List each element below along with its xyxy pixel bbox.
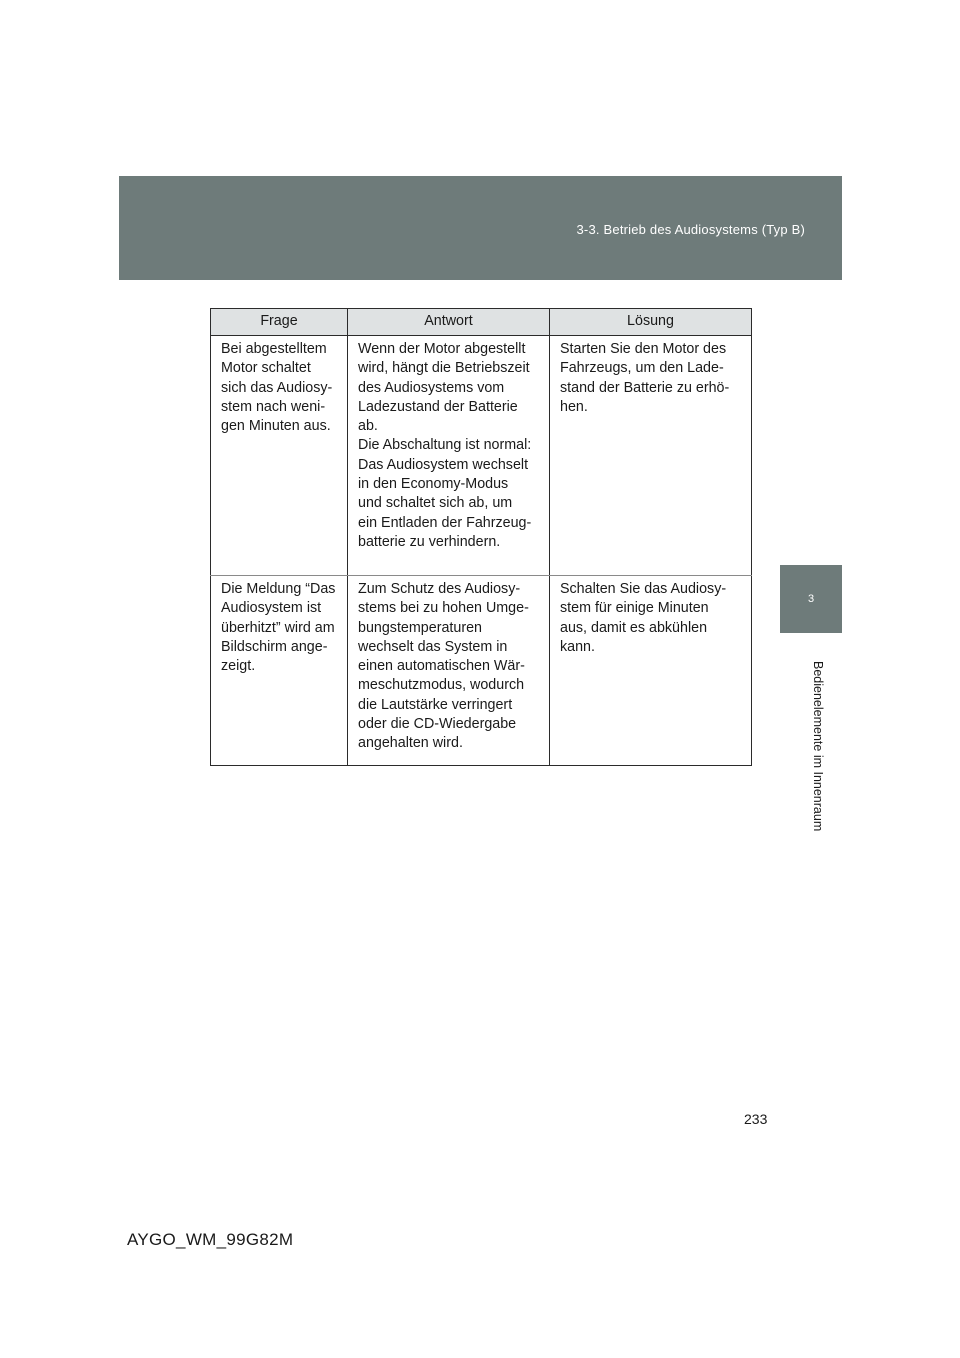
table-row xyxy=(211,336,752,576)
cell-text: Bei abgestelltem Motor schaltet sich das Audiosy- stem nach weni- gen Minuten aus. xyxy=(221,341,333,435)
cell-text: Schalten Sie das Audiosy- stem für einige Minuten aus, damit es abkühlen kann. xyxy=(560,581,727,655)
page-number: 233 xyxy=(744,1111,768,1127)
document-code: AYGO_WM_99G82M xyxy=(127,1230,294,1249)
cell-text: Zum Schutz des Audiosy- stems bei zu hohen Umge- bungstemperaturen wechselt das System in einen automatischen Wär- meschutzmodus, wodurch die Lautstärke verringert oder die CD-Wiedergabe angehalten wird. xyxy=(358,581,529,752)
section-title: 3-3. Betrieb des Audiosystems (Typ B) xyxy=(576,222,805,237)
cell-frage xyxy=(211,336,348,576)
cell-loesung xyxy=(550,336,752,576)
column-header-frage: Frage xyxy=(211,309,348,336)
chapter-number: 3 xyxy=(807,593,815,605)
column-header-loesung: Lösung xyxy=(550,309,752,336)
troubleshooting-table xyxy=(210,308,752,766)
cell-text: Wenn der Motor abgestellt wird, hängt die Betriebszeit des Audiosystems vom Ladezustand der Batterie ab. Die Abschaltung ist normal: Das Audiosystem wechselt in den Economy-Modus und schaltet sich ab, um ein Entladen der Fahrzeug- batterie zu verhindern. xyxy=(358,341,532,550)
cell-loesung xyxy=(550,576,752,766)
header-band xyxy=(119,176,842,280)
cell-antwort xyxy=(348,336,550,576)
cell-frage xyxy=(211,576,348,766)
cell-antwort xyxy=(348,576,550,766)
table-header-row xyxy=(211,309,752,336)
chapter-label: Bedienelemente im Innenraum xyxy=(811,660,825,832)
cell-text: Die Meldung “Das Audiosystem ist überhitzt” wird am Bildschirm ange- zeigt. xyxy=(221,581,336,675)
cell-text: Starten Sie den Motor des Fahrzeugs, um den Lade- stand der Batterie zu erhö- hen. xyxy=(560,341,730,415)
column-header-antwort: Antwort xyxy=(348,309,550,336)
table-row xyxy=(211,576,752,766)
chapter-tab xyxy=(780,565,842,633)
